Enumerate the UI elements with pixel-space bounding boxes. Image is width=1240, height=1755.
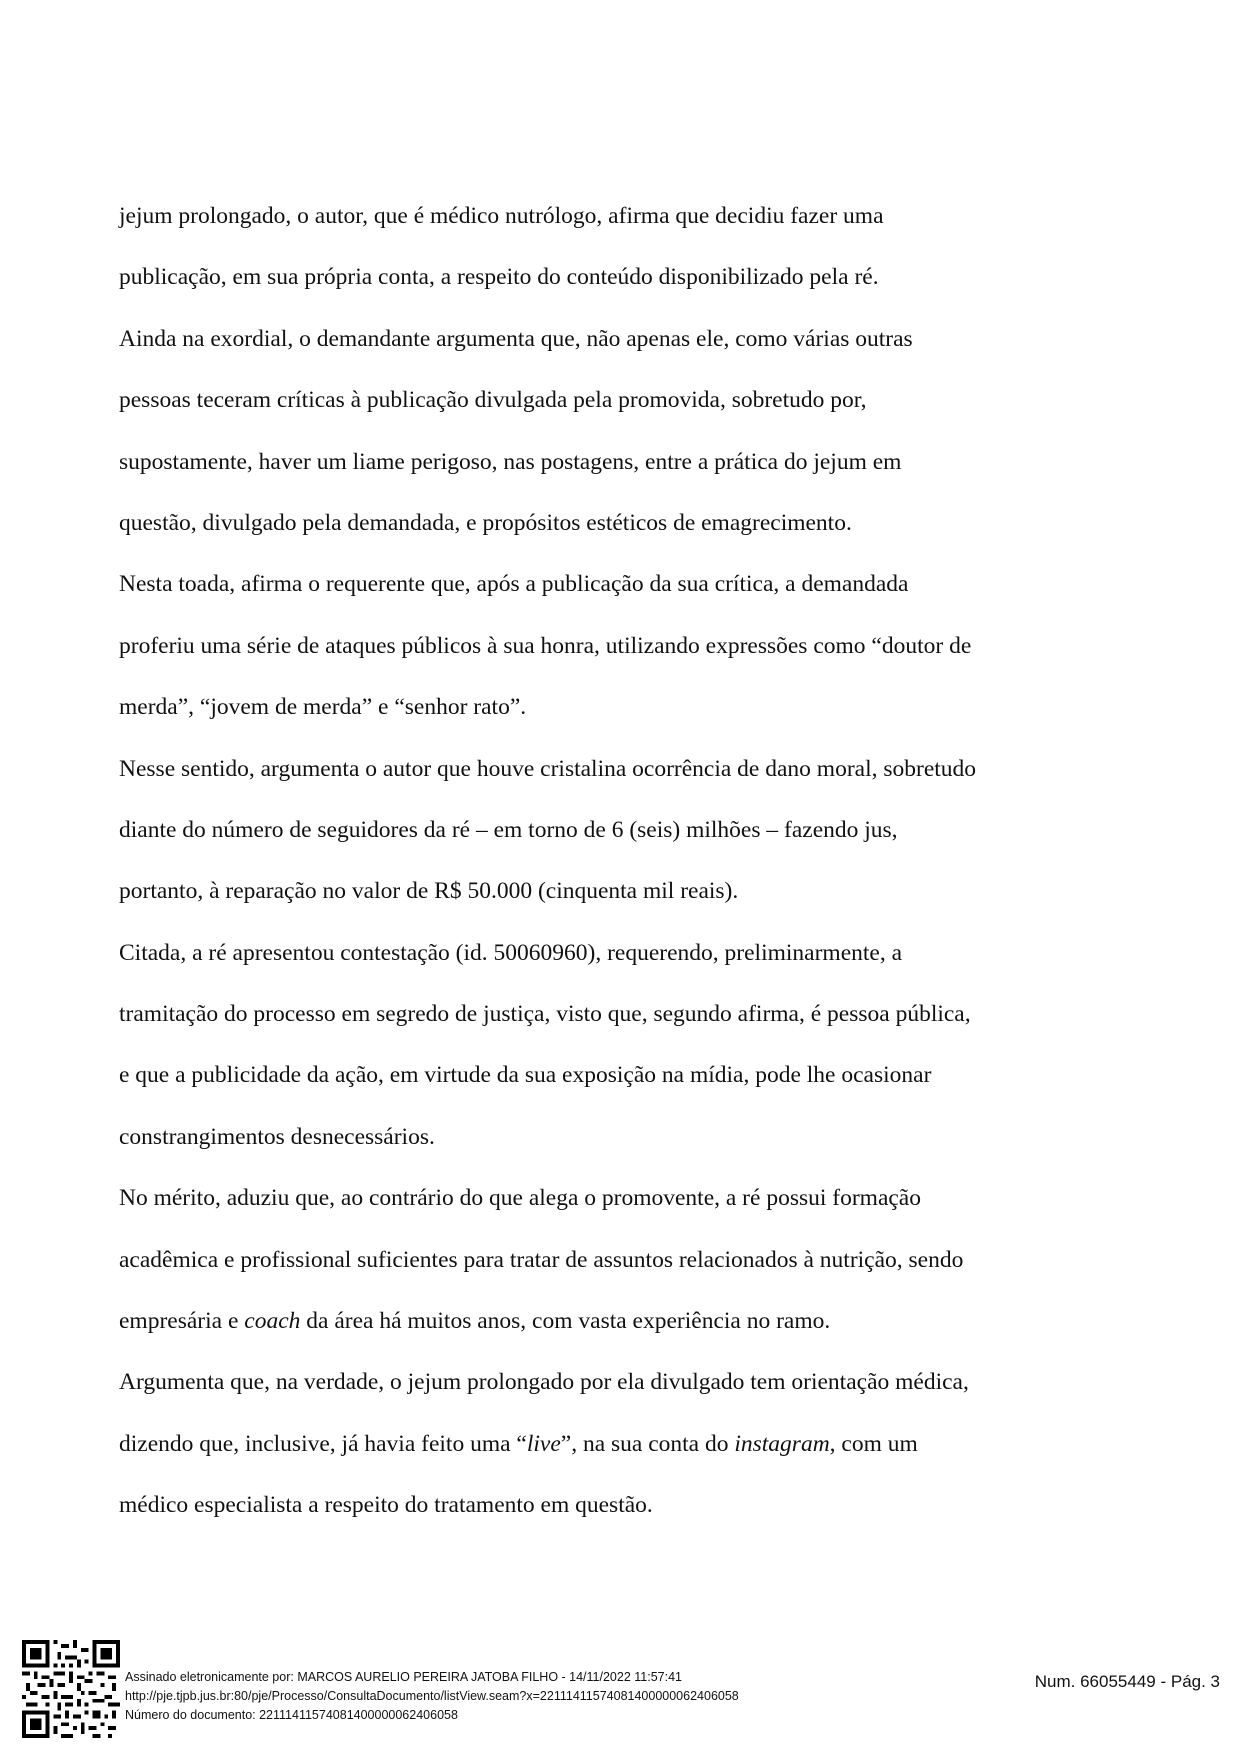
text-line: pessoas teceram críticas à publicação divulgada pela promovida, sobretudo por, xyxy=(119,387,867,414)
text-line: Argumenta que, na verdade, o jejum prolongado por ela divulgado tem orientação médica, xyxy=(119,1369,969,1396)
qr-code-icon xyxy=(22,1640,120,1738)
text-line: acadêmica e profissional suficientes para tratar de assuntos relacionados à nutrição, sendo xyxy=(119,1246,964,1273)
document-body xyxy=(119,186,1079,1537)
text-line: Nesse sentido, argumenta o autor que houve cristalina ocorrência de dano moral, sobretudo xyxy=(119,755,977,782)
text-line xyxy=(119,1414,1079,1475)
signed-by: Assinado eletronicamente por: MARCOS AURELIO PEREIRA JATOBA FILHO - 14/11/2022 11:57:41 xyxy=(125,1670,682,1684)
document-url: http://pje.tjpb.jus.br:80/pje/Processo/ConsultaDocumento/listView.seam?x=22111411574081400000062406058 xyxy=(125,1689,739,1703)
text-line: merda”, “jovem de merda” e “senhor rato”. xyxy=(119,694,527,721)
text-line: Nesta toada, afirma o requerente que, após a publicação da sua crítica, a demandada xyxy=(119,571,909,598)
text-segment: ”, na sua conta do xyxy=(560,1430,735,1457)
text-line xyxy=(119,1291,1079,1352)
text-line: No mérito, aduziu que, ao contrário do que alega o promovente, a ré possui formação xyxy=(119,1185,921,1212)
text-line: supostamente, haver um liame perigoso, nas postagens, entre a prática do jejum em xyxy=(119,448,902,475)
text-line: jejum prolongado, o autor, que é médico nutrólogo, afirma que decidiu fazer uma xyxy=(119,203,884,229)
text-segment: empresária e xyxy=(119,1308,245,1335)
text-segment: da área há muitos anos, com vasta experiência no ramo. xyxy=(300,1308,831,1335)
text-line: publicação, em sua própria conta, a respeito do conteúdo disponibilizado pela ré. xyxy=(119,264,879,291)
text-line: portanto, à reparação no valor de R$ 50.000 (cinquenta mil reais). xyxy=(119,878,739,905)
page-number: Num. 66055449 - Pág. 3 xyxy=(1034,1672,1220,1691)
text-line: constrangimentos desnecessários. xyxy=(119,1123,435,1150)
text-line: tramitação do processo em segredo de justiça, visto que, segundo afirma, é pessoa pública, xyxy=(119,1001,971,1028)
italic-term: live xyxy=(526,1430,561,1457)
document-number: Número do documento: 22111411574081400000062406058 xyxy=(125,1708,458,1722)
text-line: médico especialista a respeito do tratamento em questão. xyxy=(119,1492,653,1519)
text-line: diante do número de seguidores da ré – em torno de 6 (seis) milhões – fazendo jus, xyxy=(119,816,898,843)
text-line: Ainda na exordial, o demandante argumenta que, não apenas ele, como várias outras xyxy=(119,325,913,352)
italic-term: instagram xyxy=(734,1430,830,1457)
text-line: e que a publicidade da ação, em virtude da sua exposição na mídia, pode lhe ocasionar xyxy=(119,1062,932,1089)
text-line: proferiu uma série de ataques públicos à sua honra, utilizando expressões como “doutor de xyxy=(119,632,972,659)
italic-term: coach xyxy=(244,1308,301,1335)
electronic-signature xyxy=(125,1668,739,1725)
text-line: questão, divulgado pela demandada, e propósitos estéticos de emagrecimento. xyxy=(119,509,852,536)
text-segment: dizendo que, inclusive, já havia feito uma “ xyxy=(119,1430,527,1457)
text-segment: , com um xyxy=(829,1430,918,1457)
text-line: Citada, a ré apresentou contestação (id. 50060960), requerendo, preliminarmente, a xyxy=(119,939,903,966)
